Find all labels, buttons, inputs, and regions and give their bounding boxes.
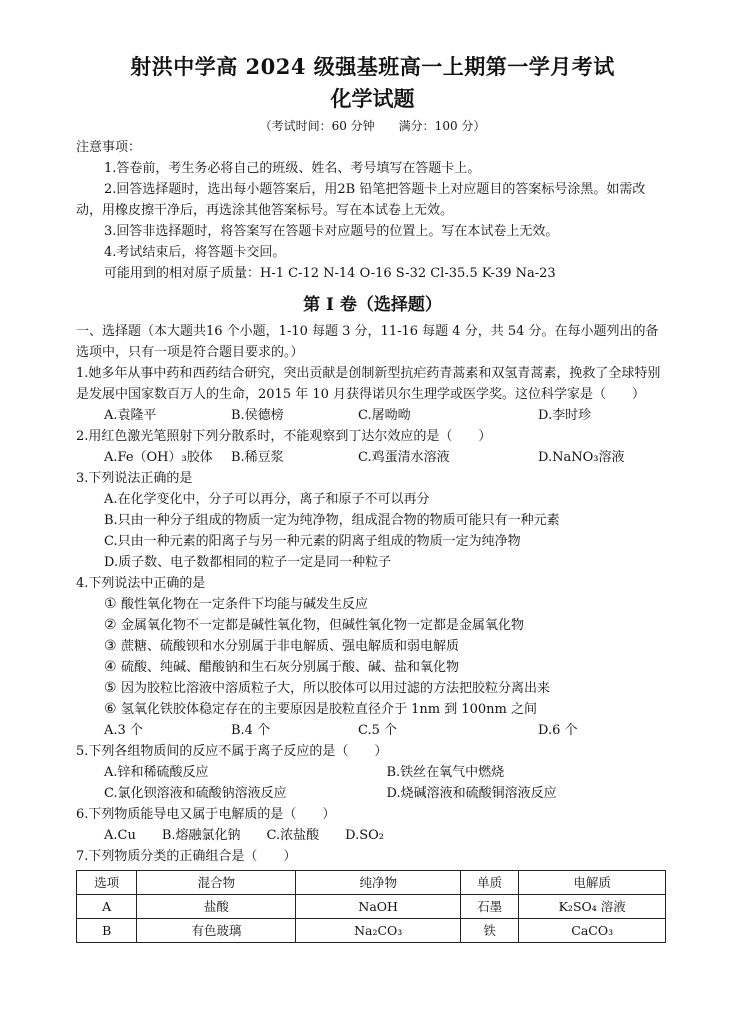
option-row <box>76 447 669 468</box>
option-c: C.5 个 <box>358 723 398 738</box>
option-c: C.浓盐酸 <box>266 828 320 843</box>
option-c: C.氯化钡溶液和硫酸钠溶液反应 <box>104 786 287 801</box>
option-a: A.Cu <box>104 828 136 843</box>
table-cell: Na₂CO₃ <box>296 919 460 943</box>
question-stem: 4.下列说法中正确的是 <box>76 576 206 591</box>
statement-text: 因为胶粒比溶液中溶质粒子大，所以胶体可以用过滤的方法把胶粒分离出来 <box>121 681 551 696</box>
question-6 <box>76 804 669 846</box>
statement-mark: ⑥ <box>104 701 117 717</box>
question-stem: 2.用红色激光笔照射下列分散系时，不能观察到丁达尔效应的是（ ） <box>76 429 492 444</box>
statement-item <box>76 657 669 678</box>
option-a: A.3 个 <box>104 723 143 738</box>
exam-meta: （考试时间：60 分钟 满分：100 分） <box>259 119 486 133</box>
option-row <box>76 762 669 783</box>
statement-text: 硫酸、纯碱、醋酸钠和生石灰分别属于酸、碱、盐和氧化物 <box>121 660 460 675</box>
question-1 <box>76 363 669 426</box>
statement-text: 酸性氧化物在一定条件下均能与碱发生反应 <box>121 597 369 612</box>
statement-mark: ⑤ <box>104 680 117 696</box>
notice-item: 4.考试结束后，将答题卡交回。 <box>104 245 286 260</box>
statement-item <box>76 615 669 636</box>
statement-mark: ③ <box>104 638 117 654</box>
notice-item: 2.回答选择题时，选出每小题答案后，用2B 铅笔把答题卡上对应题目的答案标号涂黑。如需改动，用橡皮擦干净后，再选涂其他答案标号。写在本试卷上无效。 <box>76 182 646 218</box>
statement-text: 氢氧化铁胶体稳定存在的主要原因是胶粒直径介于 1nm 到 100nm 之间 <box>121 702 538 717</box>
table-cell: 有色玻璃 <box>137 919 296 943</box>
table-cell: NaOH <box>296 895 460 919</box>
option-row <box>76 783 669 804</box>
option-d: D.6 个 <box>538 723 578 738</box>
question-2 <box>76 426 669 468</box>
question-3 <box>76 468 669 573</box>
table-cell: 铁 <box>460 919 518 943</box>
exam-title: 射洪中学高 2024 级强基班高一上期第一学月考试 <box>130 54 615 79</box>
option-b: B.熔融氯化钠 <box>161 828 241 843</box>
notice-item: 3.回答非选择题时，将答案写在答题卡对应题号的位置上。写在本试卷上无效。 <box>104 224 559 239</box>
option-c: C.屠呦呦 <box>358 408 411 423</box>
question-4 <box>76 573 669 741</box>
option-row <box>76 405 669 426</box>
question-stem: 7.下列物质分类的正确组合是（ ） <box>76 849 297 864</box>
table-cell: 盐酸 <box>137 895 296 919</box>
option-c: C.鸡蛋清水溶液 <box>358 450 450 465</box>
table-cell: 石墨 <box>460 895 518 919</box>
table-header-cell: 单质 <box>460 871 518 895</box>
table-header-cell: 电解质 <box>519 871 666 895</box>
question-stem: 6.下列物质能导电又属于电解质的是（ ） <box>76 807 336 822</box>
question-stem: 3.下列说法正确的是 <box>76 471 193 486</box>
option-b: B.只由一种分子组成的物质一定为纯净物，组成混合物的物质可能只有一种元素 <box>104 513 560 528</box>
exam-subject: 化学试题 <box>330 86 415 111</box>
question-stem: 1.她多年从事中药和西药结合研究，突出贡献是创制新型抗疟药青蒿素和双氢青蒿素，挽救了全球特别是发展中国家数百万人的生命，2015 年 10 月获得诺贝尔生理学或医学奖。这位科学家是（ ） <box>76 366 661 402</box>
notice-item: 1.答卷前，考生务必将自己的班级、姓名、考号填写在答题卡上。 <box>104 161 481 176</box>
table-header-cell: 混合物 <box>137 871 296 895</box>
notice-heading: 注意事项： <box>76 140 142 155</box>
section-intro: 一、选择题（本大题共16 个小题，1-10 每题 3 分，11-16 每题 4 分，共 54 分。在每小题列出的备选项中，只有一项是符合题目要求的。） <box>76 324 659 360</box>
option-b: B.4 个 <box>231 723 271 738</box>
statement-text: 蔗糖、硫酸钡和水分别属于非电解质、强电解质和弱电解质 <box>121 639 460 654</box>
option-d: D.烧碱溶液和硫酸铜溶液反应 <box>386 786 557 801</box>
option-row <box>76 720 669 741</box>
table-cell: A <box>77 895 137 919</box>
option-b: B.铁丝在氧气中燃烧 <box>386 765 505 780</box>
table-row <box>77 895 666 919</box>
option-d: D.SO₂ <box>345 828 385 843</box>
notice-block <box>76 137 669 284</box>
question-stem: 5.下列各组物质间的反应不属于离子反应的是（ ） <box>76 744 388 759</box>
table-cell: CaCO₃ <box>519 919 666 943</box>
statement-item <box>76 636 669 657</box>
statement-item <box>76 699 669 720</box>
statement-mark: ④ <box>104 659 117 675</box>
option-a: A.袁隆平 <box>104 408 157 423</box>
table-cell: K₂SO₄ 溶液 <box>519 895 666 919</box>
statement-mark: ② <box>104 617 117 633</box>
table-cell: B <box>77 919 137 943</box>
option-row <box>76 825 669 846</box>
question-5 <box>76 741 669 804</box>
option-a: A.锌和稀硫酸反应 <box>104 765 209 780</box>
atomic-mass-line: 可能用到的相对原子质量：H-1 C-12 N-14 O-16 S-32 Cl-35.5 K-39 Na-23 <box>104 266 556 281</box>
option-c: C.只由一种元素的阳离子与另一种元素的阴离子组成的物质一定为纯净物 <box>104 534 521 549</box>
table-header-cell: 选项 <box>77 871 137 895</box>
option-a: A.Fe（OH）₃胶体 <box>104 450 213 465</box>
classification-table <box>76 870 666 943</box>
statement-text: 金属氧化物不一定都是碱性氧化物，但碱性氧化物一定都是金属氧化物 <box>121 618 525 633</box>
option-d: D.质子数、电子数都相同的粒子一定是同一种粒子 <box>104 555 392 570</box>
statement-item <box>76 678 669 699</box>
option-d: D.NaNO₃溶液 <box>538 450 625 465</box>
statement-mark: ① <box>104 596 117 612</box>
option-d: D.李时珍 <box>538 408 592 423</box>
statement-item <box>76 594 669 615</box>
option-a: A.在化学变化中，分子可以再分，离子和原子不可以再分 <box>104 492 430 507</box>
table-row <box>77 919 666 943</box>
option-b: B.稀豆浆 <box>231 450 284 465</box>
question-7 <box>76 846 669 943</box>
table-header-cell: 纯净物 <box>296 871 460 895</box>
table-header-row <box>77 871 666 895</box>
option-b: B.侯德榜 <box>231 408 284 423</box>
section-heading: 第 I 卷（选择题） <box>303 295 442 315</box>
